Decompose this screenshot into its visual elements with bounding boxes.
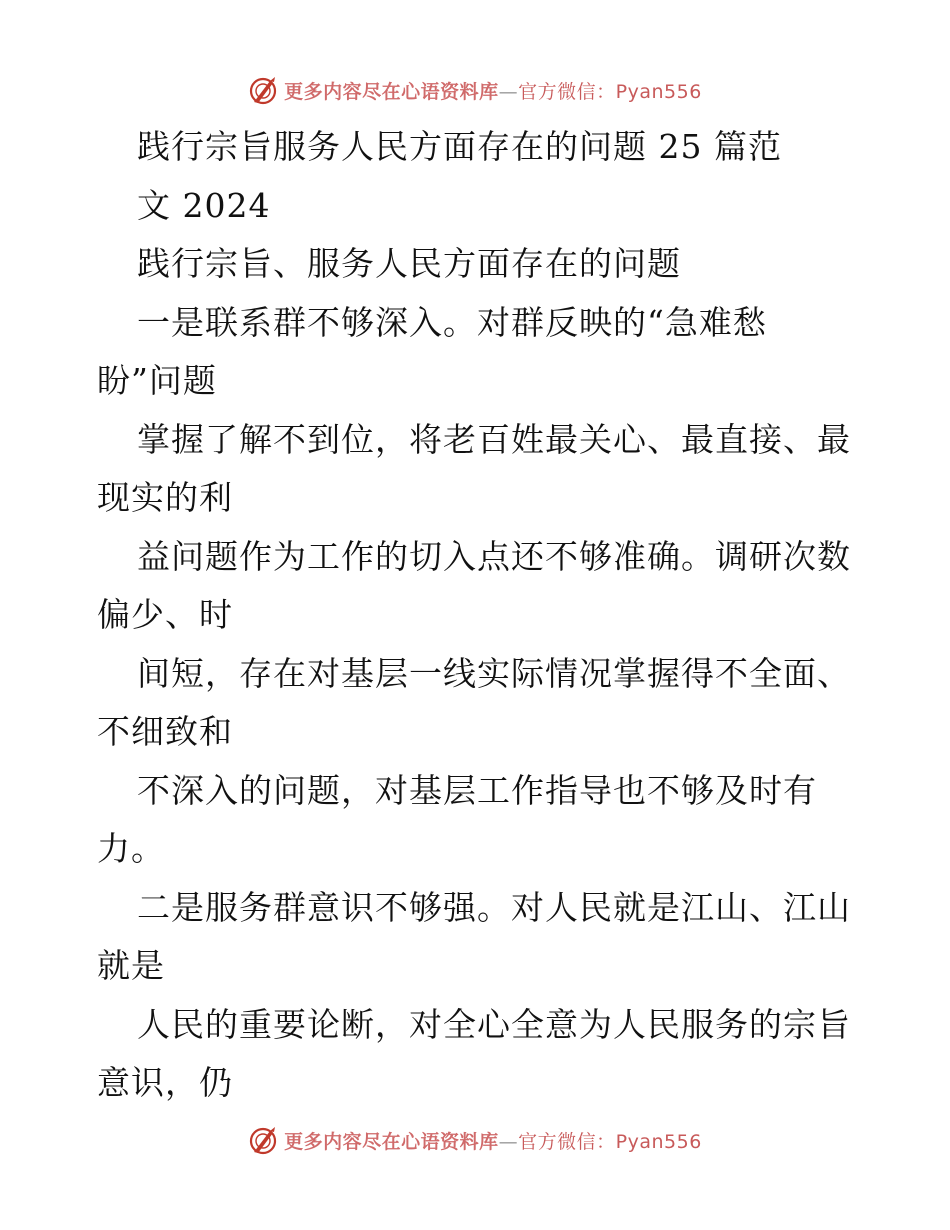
footer-watermark-banner: [0, 1120, 950, 1160]
text-line: 现实的利: [97, 478, 233, 517]
watermark-text: 更多内容尽在心语资料库—官方微信：Pyan556: [284, 1130, 702, 1153]
quill-logo-icon: [248, 75, 278, 105]
text-line: 不深入的问题，对基层工作指导也不够及时有: [137, 770, 817, 810]
text-line: 益问题作为工作的切入点还不够准确。调研次数: [137, 536, 851, 576]
text-line: 践行宗旨服务人民方面存在的问题 25 篇范: [137, 127, 782, 166]
text-line: 意识，仍: [97, 1063, 233, 1102]
text-line: 人民的重要论断，对全心全意为人民服务的宗旨: [137, 1004, 851, 1044]
text-line: 二是服务群意识不够强。对人民就是江山、江山: [137, 887, 851, 927]
text-line: 就是: [97, 946, 165, 985]
text-line: 盼”问题: [97, 361, 217, 400]
text-line: 不细致和: [97, 712, 233, 751]
text-line: 文 2024: [137, 185, 271, 225]
text-line: 偏少、时: [97, 595, 233, 634]
quill-logo-icon: [248, 1125, 278, 1155]
text-line: 掌握了解不到位，将老百姓最关心、最直接、最: [137, 419, 851, 459]
text-line: 践行宗旨、服务人民方面存在的问题: [137, 244, 681, 283]
text-line: 力。: [97, 829, 165, 868]
watermark-text: 更多内容尽在心语资料库—官方微信：Pyan556: [284, 80, 702, 103]
header-watermark-banner: [0, 70, 950, 110]
document-body: [97, 118, 857, 1113]
text-line: 间短，存在对基层一线实际情况掌握得不全面、: [137, 653, 851, 693]
text-line: 一是联系群不够深入。对群反映的“急难愁: [137, 302, 767, 342]
